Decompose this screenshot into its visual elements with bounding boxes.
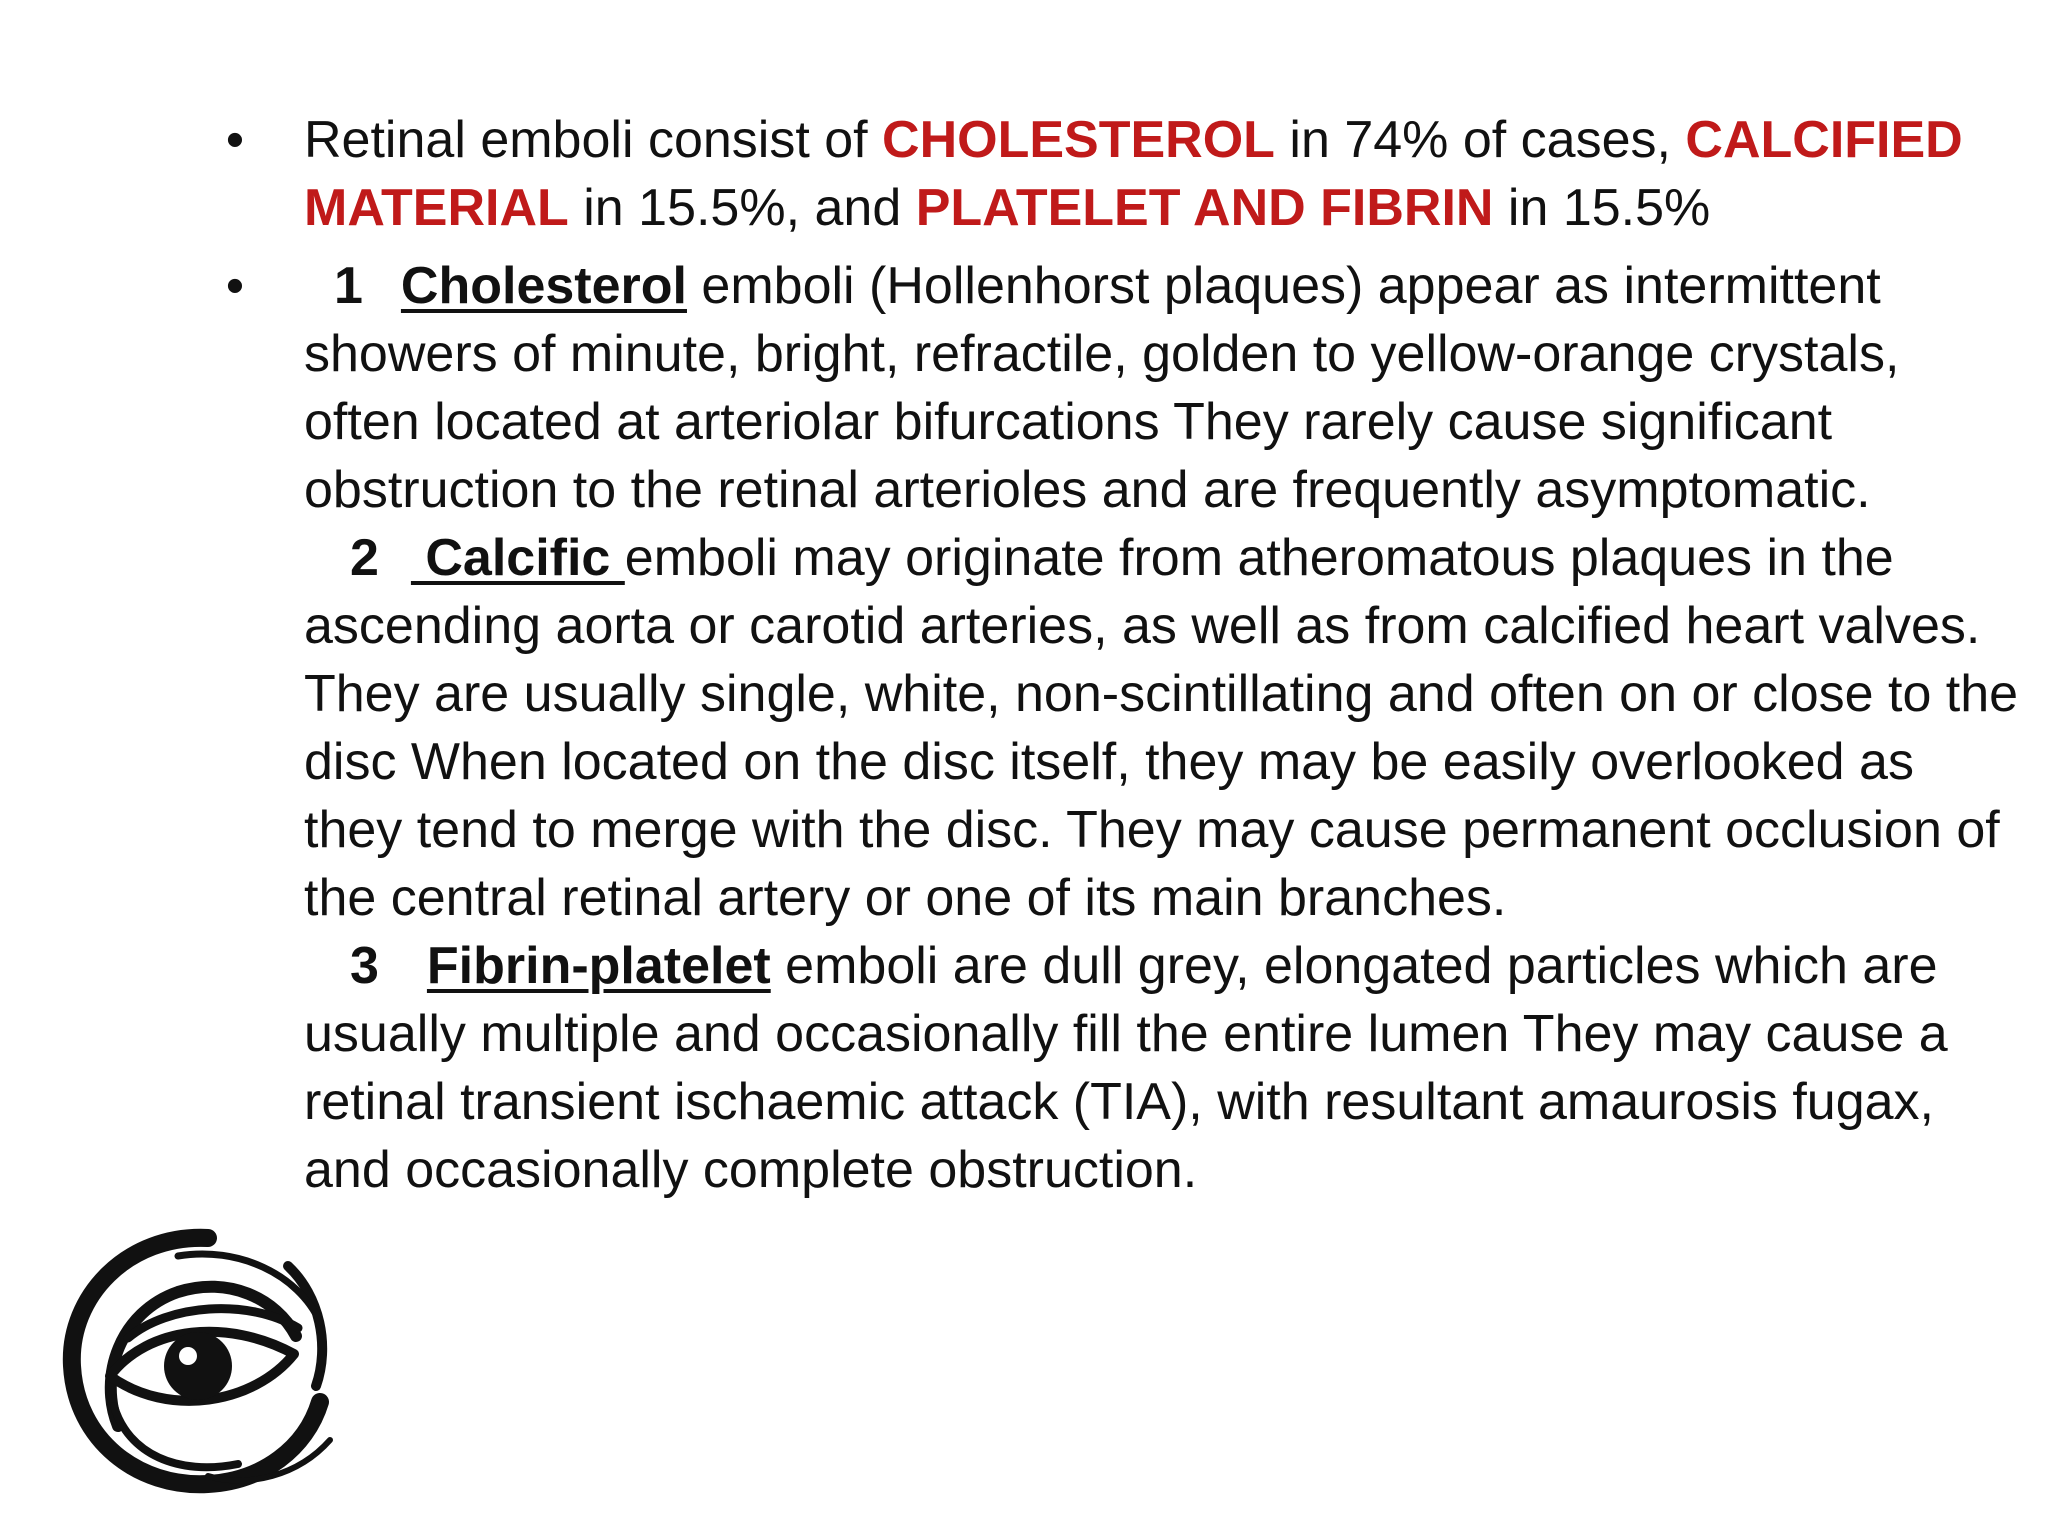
bullet-mark: • <box>225 111 245 169</box>
calcific-keyword: Calcific <box>410 529 625 587</box>
calcific-paragraph <box>304 524 2020 932</box>
bullet-emboli-types <box>220 252 2020 1204</box>
slide-body <box>220 106 2020 1204</box>
composition-text-4: in 15.5% <box>1493 179 1711 237</box>
cholesterol-keyword: Cholesterol <box>400 257 687 315</box>
cholesterol-number: 1 <box>334 257 363 315</box>
bullet-composition <box>220 106 2020 242</box>
composition-text-3: in 15.5%, and <box>568 179 916 237</box>
calcific-number: 2 <box>350 529 379 587</box>
calcified-highlight: CALCIFIED MATERIAL <box>304 111 1963 237</box>
bullet-mark: • <box>225 257 245 315</box>
calcific-text: emboli may originate from atheromatous plaques in the ascending aorta or carotid arteries, as well as from calcified heart valves. They are usually single, white, non-scintillating and often on or close to the disc When located on the disc itself, they may be easily overlooked as they tend to merge with the disc. They may cause permanent occlusion of the central retinal artery or one of its main branches. <box>304 529 2019 927</box>
fibrin-paragraph <box>304 932 2020 1204</box>
composition-text-2: in 74% of cases, <box>1274 111 1686 169</box>
eye-logo-icon <box>58 1226 338 1498</box>
fibrin-number: 3 <box>350 937 379 995</box>
cholesterol-text: emboli (Hollenhorst plaques) appear as intermittent showers of minute, bright, refractile, golden to yellow-orange crystals, often located at arteriolar bifurcations They rarely cause significant obstruction to the retinal arterioles and are frequently asymptomatic. <box>304 257 1900 519</box>
cholesterol-paragraph <box>304 252 2020 524</box>
fibrin-text: emboli are dull grey, elongated particles which are usually multiple and occasionally fill the entire lumen They may cause a retinal transient ischaemic attack (TIA), with resultant amaurosis fugax, and occasionally complete obstruction. <box>304 937 1948 1199</box>
fibrin-keyword: Fibrin-platelet <box>426 937 771 995</box>
cholesterol-highlight: CHOLESTEROL <box>882 111 1275 169</box>
composition-text-1: Retinal emboli consist of <box>304 111 883 169</box>
platelet-fibrin-highlight: PLATELET AND FIBRIN <box>915 179 1494 237</box>
